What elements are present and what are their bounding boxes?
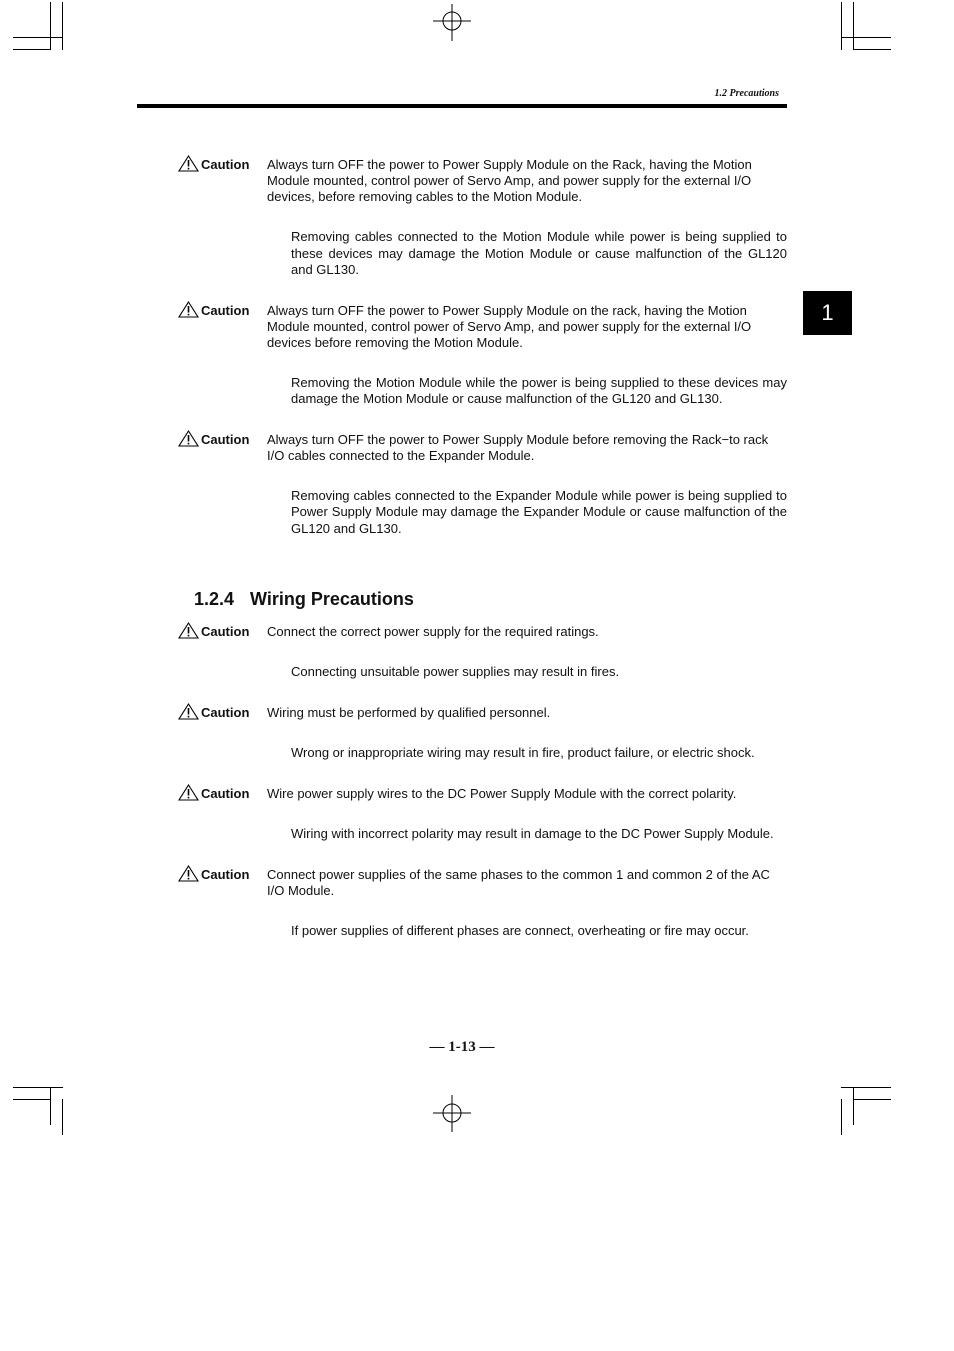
- caution-word: Caution: [201, 431, 250, 447]
- caution-label: [178, 303, 268, 319]
- caution-block: [178, 157, 787, 279]
- section-heading: [194, 589, 787, 609]
- caution-label: [178, 786, 268, 802]
- caution-block: [178, 624, 787, 681]
- caution-word: Caution: [201, 704, 250, 720]
- caution-text: Always turn OFF the power to Power Supply Module before removing the Rack−to rack I/O cables connected to the Expander Module.: [267, 431, 769, 463]
- section-number: 1.2.4: [194, 589, 235, 609]
- warning-triangle-icon: [178, 703, 199, 720]
- caution-block: [178, 705, 787, 762]
- section-title: Wiring Precautions: [250, 589, 414, 609]
- caution-text: Connect power supplies of the same phases to the common 1 and common 2 of the AC I/O Module.: [267, 866, 770, 898]
- caution-text: Wire power supply wires to the DC Power Supply Module with the correct polarity.: [267, 786, 737, 801]
- caution-consequence: Removing cables connected to the Expander Module while power is being supplied to Power Supply Module may damage the Expander Module or cause malfunction of the GL120 and GL130.: [291, 487, 787, 536]
- page-content: [178, 157, 787, 939]
- caution-word: Caution: [201, 157, 250, 172]
- warning-triangle-icon: [178, 784, 199, 801]
- caution-consequence: Wrong or inappropriate wiring may result in fire, product failure, or electric shock.: [291, 744, 755, 760]
- caution-word: Caution: [201, 624, 250, 639]
- caution-text: Always turn OFF the power to Power Supply Module on the Rack, having the Motion Module mounted, control power of Servo Amp, and power supply for the external I/O devices, before removing cables to the Motion Module.: [267, 157, 752, 204]
- chapter-tab: 1: [803, 291, 852, 335]
- caution-consequence: Wiring with incorrect polarity may result in damage to the DC Power Supply Module.: [291, 826, 774, 841]
- registration-mark-top: [432, 3, 472, 43]
- caution-word: Caution: [201, 786, 250, 801]
- caution-consequence: Removing cables connected to the Motion Module while power is being supplied to these devices may damage the Motion Module or cause malfunction of the GL120 and GL130.: [291, 229, 787, 277]
- caution-word: Caution: [201, 302, 250, 318]
- caution-label: [178, 624, 268, 640]
- page-number: — 1-13 —: [429, 1039, 495, 1055]
- registration-mark-bottom: [432, 1094, 472, 1134]
- caution-consequence: Removing the Motion Module while the power is being supplied to these devices may damage the Motion Module or cause malfunction of the GL120 and GL130.: [291, 374, 787, 406]
- warning-triangle-icon: [178, 622, 199, 639]
- caution-text: Connect the correct power supply for the required ratings.: [267, 624, 599, 639]
- warning-triangle-icon: [178, 155, 199, 172]
- caution-block: [178, 303, 787, 408]
- caution-label: [178, 705, 268, 721]
- caution-text: Wiring must be performed by qualified personnel.: [267, 704, 551, 720]
- caution-block: [178, 432, 787, 538]
- caution-label: [178, 432, 268, 448]
- caution-consequence: If power supplies of different phases are connect, overheating or fire may occur.: [291, 922, 749, 938]
- caution-block: [178, 867, 787, 940]
- caution-label: [178, 867, 268, 883]
- caution-text: Always turn OFF the power to Power Supply Module on the rack, having the Motion Module mounted, control power of Servo Amp, and power supply for the external I/O devices before removing the Motion Module.: [267, 302, 752, 350]
- warning-triangle-icon: [178, 301, 199, 318]
- warning-triangle-icon: [178, 430, 199, 447]
- running-header: 1.2 Precautions: [714, 88, 779, 99]
- caution-label: [178, 157, 268, 173]
- caution-consequence: Connecting unsuitable power supplies may result in fires.: [291, 664, 620, 679]
- warning-triangle-icon: [178, 865, 199, 882]
- header-rule: [137, 104, 787, 108]
- caution-block: [178, 786, 787, 843]
- caution-word: Caution: [201, 866, 250, 882]
